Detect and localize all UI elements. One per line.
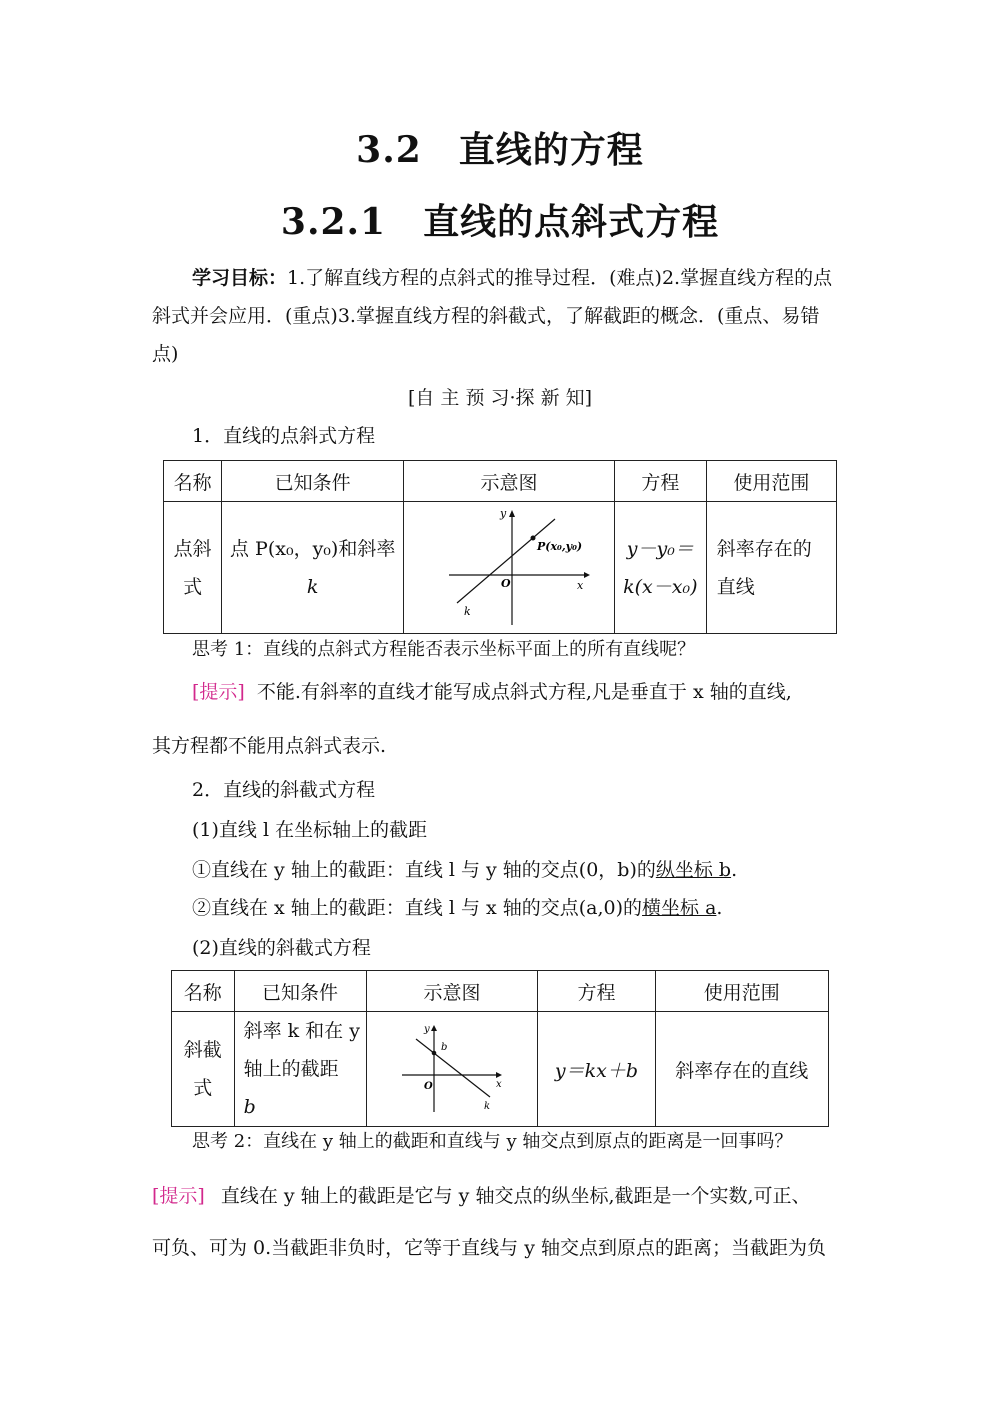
point-slope-table xyxy=(163,460,837,634)
cond2-l1: 斜率 k 和在 y xyxy=(243,1020,360,1042)
eq-l1: y－y₀＝ xyxy=(626,537,694,560)
hint1-line2: 其方程都不能用点斜式表示. xyxy=(152,735,387,757)
objectives-line2: 斜式并会应用．(重点)3.掌握直线方程的斜截式，了解截距的概念．(重点、易错 xyxy=(152,305,820,327)
th-diagram: 示意图 xyxy=(404,461,615,502)
cond2-l2: 轴上的截距 xyxy=(243,1058,339,1080)
item1-text: ①直线在 y 轴上的截距：直线 l 与 y 轴的交点(0，b)的 xyxy=(192,859,656,881)
range-l2: 直线 xyxy=(716,575,755,598)
s2-heading: 2．直线的斜截式方程 xyxy=(192,779,376,801)
objectives-line3: 点) xyxy=(152,343,179,365)
eq-l2: k(x－x₀) xyxy=(623,575,698,598)
cond2-l3: b xyxy=(243,1096,256,1118)
s1-heading: 1．直线的点斜式方程 xyxy=(192,425,376,447)
label-o: O xyxy=(500,577,511,590)
label-p: P(x₀,y₀) xyxy=(536,540,583,553)
objectives-line1 xyxy=(192,260,872,296)
label-y: y xyxy=(423,1023,430,1035)
cond-l1: 点 P(x₀，y₀)和斜率 xyxy=(230,537,396,560)
th2-condition: 已知条件 xyxy=(234,971,366,1012)
name-l1: 点斜 xyxy=(173,537,212,560)
objectives-label: 学习目标： xyxy=(192,267,288,289)
y-axis-arrow xyxy=(431,1025,437,1031)
item1-underlined: 纵坐标 b xyxy=(655,859,732,881)
th2-diagram: 示意图 xyxy=(366,971,538,1012)
th2-equation: 方程 xyxy=(538,971,655,1012)
think2: 思考 2：直线在 y 轴上的截距和直线与 y 轴交点到原点的距离是一回事吗？ xyxy=(192,1131,793,1152)
hint2-tag: [提示] xyxy=(152,1185,205,1207)
cond-l2: k xyxy=(306,575,319,598)
line-l xyxy=(457,519,555,603)
think1: 思考 1：直线的点斜式方程能否表示坐标平面上的所有直线呢？ xyxy=(192,639,696,660)
cell-range xyxy=(706,502,836,634)
y-axis-arrow xyxy=(509,510,515,517)
th-range: 使用范围 xyxy=(706,461,836,502)
point-p xyxy=(530,536,535,541)
hint2-line2: 可负、可为 0.当截距非负时，它等于直线与 y 轴交点到原点的距离；当截距为负 xyxy=(152,1237,826,1259)
label-x: x xyxy=(576,579,584,592)
th-equation: 方程 xyxy=(614,461,706,502)
label-x: x xyxy=(495,1078,502,1090)
label-b: b xyxy=(440,1041,448,1053)
page-title: 3.2 直线的方程 xyxy=(356,129,644,171)
x-axis-arrow xyxy=(496,1072,502,1078)
hint1-text1: 不能.有斜率的直线才能写成点斜式方程,凡是垂直于 x 轴的直线, xyxy=(256,681,792,703)
name-l2: 式 xyxy=(183,575,203,598)
item2-underlined: 横坐标 a xyxy=(642,897,717,919)
cell2-equation: y＝kx＋b xyxy=(538,1012,655,1127)
hint1-tag: [提示] xyxy=(192,681,245,703)
cell2-range: 斜率存在的直线 xyxy=(655,1012,829,1127)
s2-sub1: (1)直线 l 在坐标轴上的截距 xyxy=(192,819,428,841)
cell2-condition xyxy=(234,1012,366,1127)
hint2-text1: 直线在 y 轴上的截距是它与 y 轴交点的纵坐标,截距是一个实数,可正、 xyxy=(220,1185,811,1207)
section-title: 3.2.1 直线的点斜式方程 xyxy=(280,201,720,243)
label-y: y xyxy=(499,507,507,520)
s2-item2: ②直线在 x 轴上的截距：直线 l 与 x 轴的交点(a,0)的横坐标 a. xyxy=(192,897,723,919)
slope-intercept-diagram xyxy=(372,1017,532,1117)
objectives-text1: 1.了解直线方程的点斜式的推导过程．(难点)2.掌握直线方程的点 xyxy=(287,267,833,289)
cell-equation xyxy=(614,502,706,634)
point-b xyxy=(432,1050,437,1055)
s2-sub2: (2)直线的斜截式方程 xyxy=(192,937,371,959)
th-condition: 已知条件 xyxy=(222,461,404,502)
name2-l1: 斜截 xyxy=(183,1039,222,1061)
th2-range: 使用范围 xyxy=(655,971,829,1012)
section-banner: [自 主 预 习·探 新 知] xyxy=(407,387,593,409)
hint1-line1 xyxy=(192,674,852,710)
s2-item1: ①直线在 y 轴上的截距：直线 l 与 y 轴的交点(0，b)的纵坐标 b. xyxy=(192,859,738,881)
label-o: O xyxy=(423,1080,433,1092)
cell2-name xyxy=(172,1012,235,1127)
point-slope-diagram xyxy=(409,505,609,625)
x-axis-arrow xyxy=(584,572,590,578)
range-l1: 斜率存在的 xyxy=(716,537,812,560)
th2-name: 名称 xyxy=(172,971,235,1012)
th-name: 名称 xyxy=(164,461,222,502)
name2-l2: 式 xyxy=(193,1077,213,1099)
item2-text: ②直线在 x 轴上的截距：直线 l 与 x 轴的交点(a,0)的 xyxy=(192,897,643,919)
cell-name xyxy=(164,502,222,634)
label-k: k xyxy=(463,605,471,618)
slope-intercept-table xyxy=(171,970,829,1127)
cell2-diagram xyxy=(366,1012,538,1127)
hint2-line1 xyxy=(152,1178,852,1214)
label-k: k xyxy=(483,1100,491,1112)
cell-diagram xyxy=(404,502,615,634)
cell-condition xyxy=(222,502,404,634)
